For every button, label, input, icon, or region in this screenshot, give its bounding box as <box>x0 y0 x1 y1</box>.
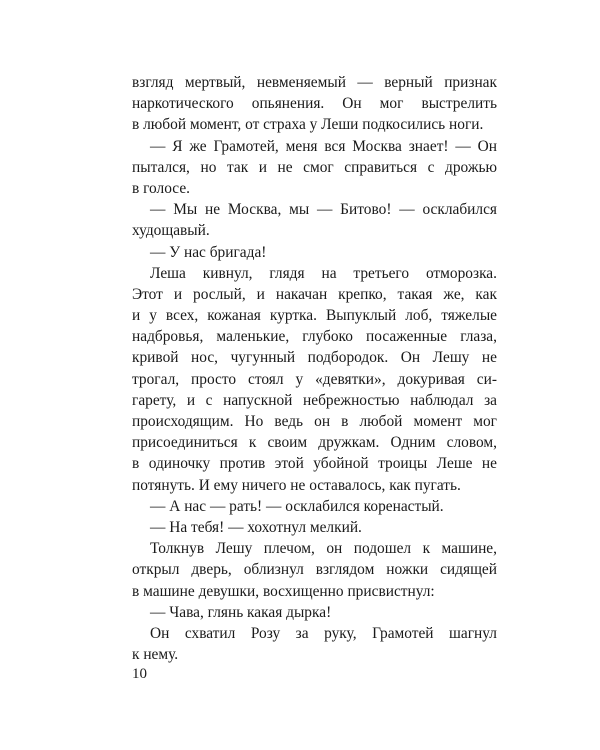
text-line: — У нас бригада! <box>150 243 267 261</box>
text-line: надбровья, маленькие, глубоко посаженные глаза, <box>132 328 497 346</box>
text-line: наркотического опьянения. Он мог выстрелить <box>132 95 497 113</box>
text-line: кривой нос, чугунный подбородок. Он Лешу не <box>132 349 497 367</box>
text-line: Он схватил Розу за руку, Грамотей шагнул <box>150 624 497 642</box>
text-line: взгляд мертвый, невменяемый — верный признак <box>132 74 497 91</box>
text-line: Этот и рослый, и накачан крепко, такая же, как <box>132 285 497 303</box>
text-line: гарету, и с напускной небрежностью наблюдал за <box>132 391 497 409</box>
text-line: и у всех, кожаная куртка. Выпуклый лоб, тяжелые <box>132 307 497 325</box>
text-line: — Я же Грамотей, меня вся Москва знает! — Он <box>150 137 497 155</box>
text-line: худощавый. <box>132 222 210 240</box>
text-line: открыл дверь, облизнул взглядом ножки сидящей <box>132 561 497 579</box>
page-number: 10 <box>132 666 147 682</box>
text-line: присоединиться к своим дружкам. Одним словом, <box>132 434 497 452</box>
text-line: в голосе. <box>132 179 190 197</box>
text-line: Толкнув Лешу плечом, он подошел к машине, <box>150 540 497 558</box>
text-line: в любой момент, от страха у Леши подкосились ноги. <box>132 116 484 134</box>
text-line: происходящим. Но ведь он в любой момент мог <box>132 413 497 430</box>
text-line: в машине девушки, восхищенно присвистнул: <box>132 582 435 600</box>
text-line: трогал, просто стоял у «девятки», докуривая си- <box>132 370 497 388</box>
text-line: потянуть. И ему ничего не оставалось, как пугать. <box>132 476 461 494</box>
page-body-text <box>132 72 497 665</box>
text-line: к нему. <box>132 646 179 664</box>
text-line: — А нас — рать! — осклабился коренастый. <box>150 497 444 515</box>
text-line: — На тебя! — хохотнул мелкий. <box>150 518 362 536</box>
text-line: — Чава, глянь какая дырка! <box>150 603 332 621</box>
text-line: — Мы не Москва, мы — Битово! — осклабился <box>150 201 497 219</box>
text-line: пытался, но так и не смог справиться с дрожью <box>132 158 497 176</box>
text-line: в одиночку против этой убойной троицы Леше не <box>132 455 497 473</box>
text-line: Леша кивнул, глядя на третьего отморозка. <box>150 264 497 282</box>
